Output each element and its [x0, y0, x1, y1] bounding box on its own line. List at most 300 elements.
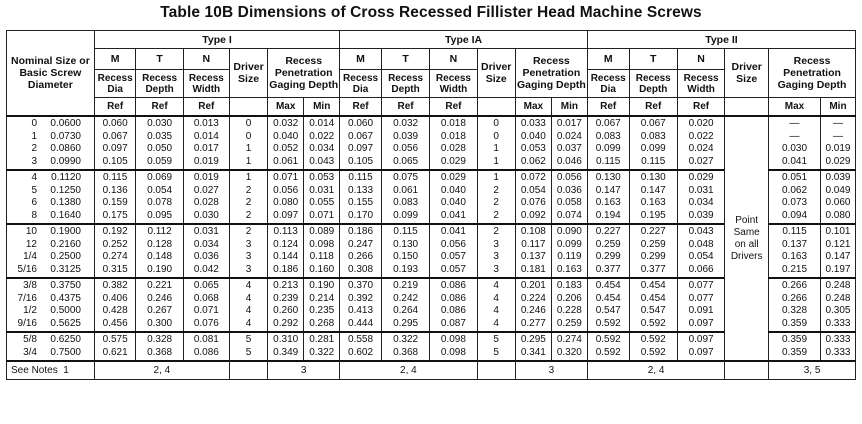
- type-ia-recess-depth-value: 0.065: [393, 155, 419, 167]
- notes-type-i-mtn: 2, 4: [94, 361, 229, 380]
- type-i-penetration-max-value: 0.032: [273, 118, 299, 129]
- type-ii-recess-dia-value: 0.227: [595, 226, 621, 237]
- type-i-driver-size-value: 4: [245, 292, 252, 304]
- min-header: Min: [820, 98, 855, 117]
- type-ii-recess-depth-value: 0.115: [641, 155, 666, 167]
- col-n-header: N: [183, 49, 229, 70]
- type-ia-penetration-min-cell: [551, 170, 587, 224]
- type-ia-recess-dia-value: 0.444: [348, 317, 374, 329]
- type-i-recess-depth-value: 0.069: [147, 172, 173, 183]
- max-header: Max: [769, 98, 821, 117]
- type-i-recess-dia-value: 0.192: [102, 226, 128, 237]
- type-i-recess-depth-value: 0.035: [147, 130, 173, 142]
- type-i-penetration-min-cell: [304, 170, 340, 224]
- type-i-recess-depth-value: 0.221: [147, 280, 173, 291]
- type-i-recess-dia-value: 0.067: [102, 130, 128, 142]
- type-ii-recess-depth-value: 0.454: [640, 292, 666, 304]
- type-ia-recess-dia-value: 0.067: [348, 130, 374, 142]
- nominal-size: 10: [25, 226, 37, 237]
- type-ii-recess-dia-cell: [587, 116, 629, 170]
- type-ia-penetration-max-value: 0.040: [520, 130, 546, 142]
- type-i-recess-depth-value: 0.128: [147, 238, 173, 250]
- notes-label-number: 1: [63, 364, 69, 376]
- type-ii-penetration-max-value: 0.359: [782, 317, 808, 329]
- type-ia-recess-width-cell: [430, 278, 477, 332]
- driver-blank-header: [229, 98, 267, 117]
- nominal-size-line: [11, 347, 94, 360]
- recess-width-header: Recess Width: [183, 70, 229, 98]
- basic-diameter: 0.1900: [50, 226, 81, 237]
- type-ia-recess-width-value: 0.041: [440, 209, 466, 221]
- type-i-driver-size-value: 4: [245, 305, 252, 316]
- type-ia-penetration-max-value: 0.033: [520, 118, 546, 129]
- type-i-driver-size-value: 2: [245, 209, 252, 221]
- type-ia-penetration-max-value: 0.108: [520, 226, 546, 237]
- type-i-recess-width-cell: [183, 278, 229, 332]
- type-i-driver-size-value: 5: [245, 346, 252, 358]
- type-i-recess-width-value: 0.036: [193, 251, 219, 262]
- type-i-recess-dia-value: 0.274: [102, 251, 128, 262]
- type-i-penetration-min-value: 0.089: [309, 226, 335, 237]
- type-ia-recess-depth-value: 0.083: [393, 197, 419, 208]
- type-ii-recess-depth-value: 0.147: [640, 184, 666, 196]
- nominal-size-line: [11, 197, 94, 210]
- type-ia-recess-width-value: 0.040: [440, 184, 466, 196]
- type-ia-recess-depth-value: 0.368: [393, 346, 419, 358]
- type-ii-penetration-min-value: 0.248: [825, 292, 851, 304]
- type-ii-penetration-min-value: 0.019: [825, 143, 851, 154]
- type-ii-penetration-min-value: 0.197: [825, 263, 851, 275]
- type-ia-driver-size-value: 5: [493, 346, 499, 358]
- type-ia-recess-depth-value: 0.075: [393, 172, 419, 183]
- type-ia-recess-depth-value: 0.115: [393, 226, 418, 237]
- col-t-header: T: [136, 49, 183, 70]
- type-ia-driver-size-value: 1: [493, 155, 499, 167]
- type-ia-driver-size-cell: [477, 224, 515, 278]
- nominal-size-line: [11, 210, 94, 223]
- type-ii-penetration-max-value: 0.030: [782, 143, 808, 154]
- nominal-size-cell: [7, 332, 95, 361]
- nominal-size-line: [11, 334, 94, 347]
- type-i-penetration-max-value: 0.052: [273, 143, 299, 154]
- type-ii-penetration-min-value: 0.333: [825, 334, 851, 345]
- ref-header: Ref: [677, 98, 724, 117]
- nominal-size-cell: [7, 224, 95, 278]
- type-ia-penetration-max-value: 0.053: [520, 143, 546, 154]
- nominal-size: 1: [31, 130, 37, 142]
- type-ii-recess-width-value: 0.077: [688, 292, 714, 304]
- type-i-driver-size-value: 1: [245, 143, 252, 154]
- type-i-recess-dia-cell: [94, 116, 136, 170]
- type-i-header: Type I: [94, 31, 339, 49]
- type-ia-penetration-max-value: 0.076: [520, 197, 546, 208]
- nominal-size: 9/16: [17, 317, 37, 329]
- type-ia-recess-width-value: 0.040: [440, 197, 466, 208]
- notes-label: See Notes: [11, 364, 58, 376]
- nominal-size-line: [11, 305, 94, 318]
- type-i-recess-depth-value: 0.095: [147, 209, 173, 221]
- type-ii-recess-width-value: 0.022: [688, 130, 714, 142]
- type-ii-recess-dia-value: 0.547: [595, 305, 621, 316]
- type-i-driver-size-value: 2: [245, 184, 252, 196]
- type-ia-recess-dia-value: 0.392: [348, 292, 374, 304]
- type-ii-recess-depth-value: 0.592: [640, 334, 666, 345]
- type-ii-recess-dia-cell: [587, 278, 629, 332]
- type-ia-header: Type IA: [340, 31, 588, 49]
- type-ia-recess-width-value: 0.086: [440, 305, 466, 316]
- type-ia-recess-dia-value: 0.602: [348, 346, 374, 358]
- type-ii-recess-dia-value: 0.099: [595, 143, 621, 154]
- type-ii-recess-depth-value: 0.592: [640, 317, 666, 329]
- type-i-recess-depth-value: 0.148: [147, 251, 173, 262]
- type-ia-penetration-min-value: 0.320: [556, 346, 582, 358]
- type-i-penetration-max-value: 0.080: [273, 197, 299, 208]
- recess-width-header: Recess Width: [677, 70, 724, 98]
- type-ia-recess-width-value: 0.056: [440, 238, 466, 250]
- notes-type-ii-driver: [725, 361, 769, 380]
- type-i-recess-width-value: 0.014: [193, 130, 219, 142]
- type-i-recess-dia-value: 0.456: [102, 317, 128, 329]
- driver-size-header: Driver Size: [725, 49, 769, 98]
- type-ii-recess-dia-value: 0.299: [595, 251, 621, 262]
- col-m-header: M: [587, 49, 629, 70]
- type-ii-recess-dia-value: 0.592: [595, 346, 621, 358]
- type-ia-recess-depth-cell: [381, 170, 429, 224]
- type-i-recess-depth-value: 0.246: [147, 292, 173, 304]
- type-i-recess-dia-value: 0.406: [102, 292, 128, 304]
- type-ia-driver-size-value: 3: [493, 238, 499, 250]
- driver-blank-header: [725, 98, 769, 117]
- type-i-recess-dia-value: 0.621: [102, 346, 128, 358]
- type-ii-recess-width-value: 0.027: [688, 155, 714, 167]
- type-i-penetration-max-value: 0.186: [273, 263, 299, 275]
- recess-depth-header: Recess Depth: [629, 70, 677, 98]
- type-ia-recess-depth-value: 0.061: [393, 184, 419, 196]
- basic-diameter: 0.4375: [50, 292, 81, 304]
- type-i-recess-width-value: 0.065: [193, 280, 219, 291]
- type-ia-recess-dia-value: 0.413: [348, 305, 374, 316]
- recess-depth-header: Recess Depth: [381, 70, 429, 98]
- type-ia-penetration-min-value: 0.074: [556, 209, 582, 221]
- type-ia-recess-depth-value: 0.242: [393, 292, 419, 304]
- type-i-driver-size-value: 4: [245, 317, 252, 329]
- type-ia-recess-width-value: 0.057: [440, 251, 466, 262]
- type-i-penetration-min-value: 0.014: [309, 118, 335, 129]
- type-i-driver-size-value: 3: [245, 251, 252, 262]
- nominal-size: 1/2: [23, 305, 37, 316]
- type-ia-penetration-min-value: 0.046: [556, 155, 582, 167]
- type-ii-recess-width-cell: [677, 278, 724, 332]
- ref-header: Ref: [183, 98, 229, 117]
- type-ia-driver-size-cell: [477, 116, 515, 170]
- type-ia-penetration-max-cell: [515, 170, 551, 224]
- type-i-recess-dia-cell: [94, 224, 136, 278]
- type-ia-penetration-max-value: 0.181: [520, 263, 546, 275]
- nominal-size-line: [11, 226, 94, 239]
- type-ia-recess-depth-value: 0.032: [393, 118, 419, 129]
- type-ia-driver-size-value: 5: [493, 334, 499, 345]
- type-i-recess-dia-value: 0.115: [102, 172, 128, 183]
- type-ii-penetration-min-value: 0.333: [825, 317, 851, 329]
- ref-header: Ref: [430, 98, 477, 117]
- type-ii-recess-width-value: 0.034: [688, 197, 714, 208]
- type-i-recess-width-value: 0.017: [193, 143, 219, 154]
- type-ia-recess-depth-value: 0.193: [393, 263, 419, 275]
- type-i-recess-dia-value: 0.060: [102, 118, 128, 129]
- type-ii-recess-dia-value: 0.067: [595, 118, 621, 129]
- type-i-penetration-max-value: 0.097: [273, 209, 299, 221]
- notes-type-ia-driver: [477, 361, 515, 380]
- nominal-size-header: Nominal Size or Basic Screw Diameter: [7, 31, 95, 117]
- type-ia-recess-dia-cell: [340, 224, 382, 278]
- type-ia-recess-width-cell: [430, 224, 477, 278]
- type-i-recess-dia-value: 0.252: [102, 238, 128, 250]
- notes-type-ia-mtn: 2, 4: [340, 361, 477, 380]
- type-i-penetration-min-value: 0.071: [309, 209, 335, 221]
- nominal-size-cell: [7, 170, 95, 224]
- type-ii-recess-dia-value: 0.592: [595, 317, 621, 329]
- col-n-header: N: [430, 49, 477, 70]
- type-ii-penetration-max-value: 0.215: [782, 263, 808, 275]
- col-t-header: T: [629, 49, 677, 70]
- type-ia-penetration-min-cell: [551, 278, 587, 332]
- type-ia-recess-dia-value: 0.186: [348, 226, 374, 237]
- type-ii-header: Type II: [587, 31, 855, 49]
- nominal-size-line: [11, 156, 94, 169]
- type-ia-recess-dia-cell: [340, 278, 382, 332]
- type-ia-recess-dia-value: 0.558: [348, 334, 374, 345]
- basic-diameter: 0.5625: [50, 317, 81, 329]
- nominal-size-cell: [7, 116, 95, 170]
- type-i-recess-depth-value: 0.078: [147, 197, 173, 208]
- type-i-recess-width-value: 0.019: [193, 172, 219, 183]
- dimensions-table: [6, 30, 856, 380]
- recess-width-header: Recess Width: [430, 70, 477, 98]
- type-ii-recess-depth-cell: [629, 224, 677, 278]
- type-ii-recess-depth-value: 0.592: [640, 346, 666, 358]
- type-ii-penetration-min-cell: [820, 278, 855, 332]
- type-i-driver-size-value: 1: [245, 172, 252, 183]
- type-ii-penetration-min-value: 0.049: [825, 184, 851, 196]
- basic-diameter: 0.1250: [50, 184, 81, 196]
- nominal-size-line: [11, 251, 94, 264]
- type-i-recess-width-cell: [183, 224, 229, 278]
- type-ia-driver-size-cell: [477, 170, 515, 224]
- type-i-driver-size-value: 5: [245, 334, 252, 345]
- nominal-size-line: [11, 143, 94, 156]
- recess-dia-header: Recess Dia: [94, 70, 136, 98]
- ref-header: Ref: [629, 98, 677, 117]
- nominal-size: 5/16: [17, 263, 37, 275]
- basic-diameter: 0.0990: [50, 155, 81, 167]
- basic-diameter: 0.2160: [50, 238, 81, 250]
- type-ia-penetration-max-value: 0.341: [520, 346, 546, 358]
- type-i-recess-width-value: 0.042: [193, 263, 219, 275]
- type-i-recess-width-value: 0.071: [193, 305, 219, 316]
- type-i-recess-depth-cell: [136, 278, 183, 332]
- notes-type-i-driver: [229, 361, 267, 380]
- ref-header: Ref: [94, 98, 136, 117]
- type-ia-penetration-min-value: 0.090: [556, 226, 582, 237]
- basic-diameter: 0.3750: [50, 280, 81, 291]
- type-ii-recess-dia-value: 0.377: [595, 263, 621, 275]
- type-ia-recess-width-value: 0.029: [440, 172, 466, 183]
- type-ii-recess-depth-cell: [629, 116, 677, 170]
- type-ia-penetration-min-value: 0.206: [556, 292, 582, 304]
- type-i-penetration-min-value: 0.160: [309, 263, 335, 275]
- type-ia-recess-dia-value: 0.115: [348, 172, 373, 183]
- type-ia-recess-width-value: 0.041: [440, 226, 466, 237]
- type-i-recess-width-value: 0.030: [193, 209, 219, 221]
- nominal-size: 2: [31, 143, 37, 154]
- type-ia-penetration-max-value: 0.092: [520, 209, 546, 221]
- type-i-recess-width-cell: [183, 332, 229, 361]
- type-i-penetration-min-value: 0.053: [309, 172, 335, 183]
- type-ia-recess-depth-value: 0.150: [393, 251, 419, 262]
- type-ia-recess-width-cell: [430, 332, 477, 361]
- type-i-penetration-min-value: 0.281: [309, 334, 335, 345]
- type-i-penetration-max-cell: [268, 224, 304, 278]
- type-i-penetration-min-value: 0.031: [309, 184, 335, 196]
- type-ii-recess-width-value: 0.097: [688, 334, 714, 345]
- col-t-header: T: [381, 49, 429, 70]
- type-i-driver-size-cell: [229, 332, 267, 361]
- type-ii-penetration-min-value: 0.080: [825, 209, 851, 221]
- type-ia-recess-dia-value: 0.097: [348, 143, 374, 154]
- col-m-header: M: [340, 49, 382, 70]
- type-ia-penetration-max-cell: [515, 332, 551, 361]
- type-ii-penetration-min-value: —: [832, 130, 843, 142]
- type-ii-recess-depth-value: 0.067: [640, 118, 666, 129]
- nominal-size-line: [11, 172, 94, 185]
- type-ii-recess-dia-value: 0.259: [595, 238, 621, 250]
- type-i-driver-size-value: 4: [245, 280, 252, 291]
- type-ia-penetration-max-cell: [515, 224, 551, 278]
- type-i-recess-dia-value: 0.382: [102, 280, 128, 291]
- type-i-recess-dia-value: 0.159: [102, 197, 128, 208]
- type-ii-penetration-min-value: —: [832, 118, 843, 129]
- basic-diameter: 0.1380: [50, 197, 81, 208]
- type-ii-recess-depth-value: 0.454: [640, 280, 666, 291]
- type-ia-recess-width-value: 0.018: [440, 118, 466, 129]
- type-i-driver-size-value: 1: [245, 155, 252, 167]
- type-i-penetration-min-value: 0.098: [309, 238, 335, 250]
- type-i-penetration-max-value: 0.213: [273, 280, 299, 291]
- type-ii-recess-width-value: 0.048: [688, 238, 714, 250]
- type-ia-recess-width-value: 0.086: [440, 292, 466, 304]
- type-i-driver-size-value: 0: [245, 130, 252, 142]
- type-ia-driver-size-value: 3: [493, 251, 499, 262]
- type-i-penetration-min-value: 0.214: [309, 292, 335, 304]
- type-i-penetration-min-cell: [304, 224, 340, 278]
- recess-dia-header: Recess Dia: [587, 70, 629, 98]
- nominal-size-line: [11, 280, 94, 293]
- notes-type-ii-mtn: 2, 4: [587, 361, 724, 380]
- penetration-header: Recess Penetration Gaging Depth: [268, 49, 340, 98]
- type-i-penetration-max-value: 0.056: [273, 184, 299, 196]
- type-i-penetration-max-value: 0.310: [273, 334, 299, 345]
- type-i-penetration-max-value: 0.144: [273, 251, 299, 262]
- type-i-driver-size-value: 2: [245, 226, 252, 237]
- type-ia-driver-size-cell: [477, 278, 515, 332]
- type-ia-penetration-max-value: 0.277: [520, 317, 546, 329]
- type-i-recess-depth-cell: [136, 116, 183, 170]
- type-ia-recess-width-value: 0.057: [440, 263, 466, 275]
- type-ia-recess-depth-cell: [381, 224, 429, 278]
- nominal-size: 6: [31, 197, 37, 208]
- type-ia-recess-width-value: 0.098: [440, 346, 466, 358]
- ref-header: Ref: [381, 98, 429, 117]
- type-ii-recess-depth-cell: [629, 278, 677, 332]
- type-i-recess-depth-cell: [136, 332, 183, 361]
- type-i-driver-size-value: 3: [245, 238, 252, 250]
- type-ia-penetration-min-value: 0.163: [556, 263, 582, 275]
- type-ia-recess-dia-value: 0.170: [348, 209, 374, 221]
- nominal-size: 3: [31, 155, 37, 167]
- type-ia-penetration-min-value: 0.058: [556, 197, 582, 208]
- type-ii-recess-depth-value: 0.130: [640, 172, 666, 183]
- type-ii-penetration-max-value: 0.266: [782, 280, 808, 291]
- type-ia-recess-depth-value: 0.039: [393, 130, 419, 142]
- type-ii-recess-width-cell: [677, 224, 724, 278]
- basic-diameter: 0.7500: [50, 346, 81, 358]
- nominal-size: 12: [25, 238, 37, 250]
- type-ia-penetration-min-value: 0.036: [556, 184, 582, 196]
- type-i-penetration-min-value: 0.268: [309, 317, 335, 329]
- type-ii-penetration-max-value: 0.359: [782, 346, 808, 358]
- type-i-penetration-max-value: 0.061: [273, 155, 299, 167]
- type-ii-penetration-min-cell: [820, 116, 855, 170]
- type-ii-penetration-min-value: 0.101: [825, 226, 851, 237]
- type-i-driver-size-value: 0: [245, 118, 252, 129]
- type-ii-penetration-max-value: —: [789, 118, 800, 129]
- type-ia-driver-size-value: 1: [493, 143, 499, 154]
- nominal-size: 7/16: [17, 292, 37, 304]
- type-ii-recess-dia-value: 0.130: [595, 172, 621, 183]
- type-ii-recess-dia-value: 0.083: [595, 130, 621, 142]
- type-ii-recess-depth-value: 0.377: [640, 263, 666, 275]
- type-ia-penetration-max-value: 0.117: [521, 238, 546, 250]
- type-ii-recess-depth-cell: [629, 332, 677, 361]
- type-ia-recess-width-value: 0.029: [440, 155, 466, 167]
- nominal-size: 5: [31, 184, 37, 196]
- penetration-header: Recess Penetration Gaging Depth: [515, 49, 587, 98]
- type-ii-penetration-max-value: 0.051: [782, 172, 808, 183]
- type-ii-penetration-min-value: 0.039: [825, 172, 851, 183]
- max-header: Max: [268, 98, 304, 117]
- nominal-size-line: [11, 131, 94, 144]
- type-ia-penetration-min-value: 0.099: [556, 238, 582, 250]
- type-i-penetration-max-value: 0.349: [273, 346, 299, 358]
- type-ii-recess-depth-value: 0.259: [640, 238, 666, 250]
- type-ii-recess-dia-value: 0.147: [595, 184, 621, 196]
- type-ia-penetration-min-value: 0.259: [556, 317, 582, 329]
- type-ia-driver-size-value: 4: [493, 280, 499, 291]
- type-ia-recess-depth-cell: [381, 278, 429, 332]
- type-ii-driver-note: Point Same on all Drivers: [725, 116, 769, 361]
- type-ia-penetration-max-value: 0.072: [520, 172, 546, 183]
- type-ii-penetration-min-cell: [820, 170, 855, 224]
- type-i-recess-dia-cell: [94, 278, 136, 332]
- type-ii-penetration-max-value: 0.266: [782, 292, 808, 304]
- type-ii-penetration-max-value: 0.328: [782, 305, 808, 316]
- type-i-recess-depth-value: 0.059: [147, 155, 173, 167]
- type-i-recess-depth-value: 0.368: [147, 346, 173, 358]
- type-ia-penetration-min-value: 0.183: [556, 280, 582, 291]
- type-ii-recess-depth-value: 0.227: [640, 226, 666, 237]
- type-i-recess-width-value: 0.034: [193, 238, 219, 250]
- size-group-row: [7, 116, 856, 170]
